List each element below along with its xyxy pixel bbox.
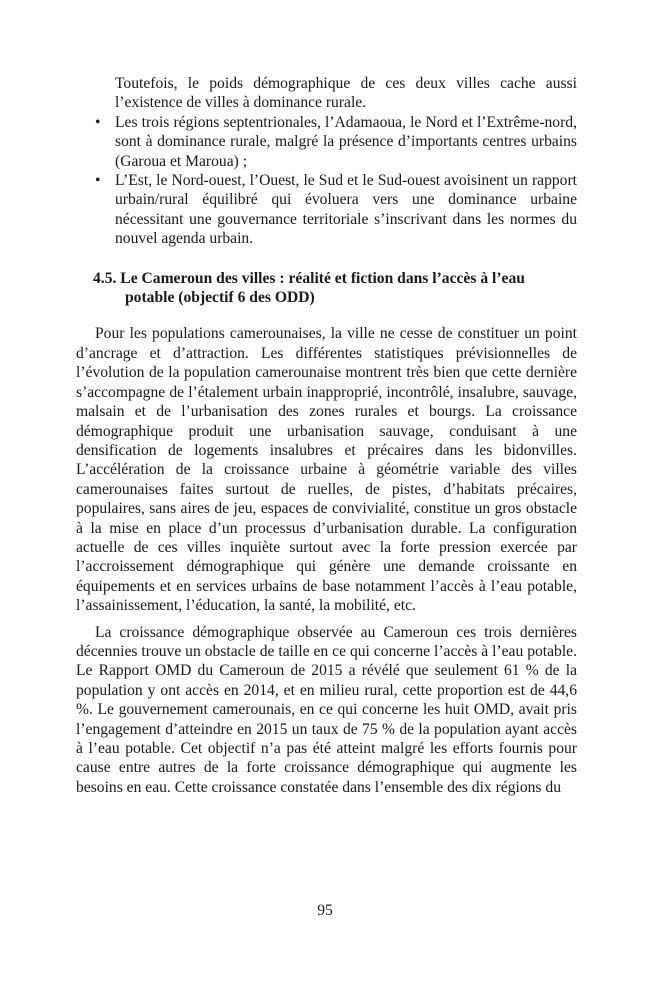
bullet-list — [76, 113, 577, 249]
bullet-item — [76, 171, 577, 249]
section-heading: 4.5. Le Cameroun des villes : réalité et fiction dans l’accès à l’eau potable (objectif 6 des ODD) — [93, 269, 525, 307]
bullet-text: L’Est, le Nord-ouest, l’Ouest, le Sud et le Sud-ouest avoisinent un rapport urbain/rural équilibré qui évoluera vers une dominance urbaine nécessitant une gouvernance territoriale s’inscrivant dans les normes du nouvel agenda urbain. — [115, 172, 577, 248]
bullet-icon: • — [95, 113, 101, 131]
page-body — [76, 74, 577, 797]
bullet-text: Les trois régions septentrionales, l’Adamaoua, le Nord et l’Extrême-nord, sont à dominance rurale, malgré la présence d’importants centres urbains (Garoua et Maroua) ; — [115, 113, 577, 170]
page-number: 95 — [317, 902, 333, 919]
bullet-icon: • — [95, 172, 101, 190]
continuation-text: Toutefois, le poids démographique de ces deux villes cache aussi l’existence de villes à dominance rurale. — [115, 75, 577, 112]
body-paragraph: La croissance démographique observée au Cameroun ces trois dernières décennies trouve un obstacle de taille en ce qui concerne l’accès à l’eau potable. Le Rapport OMD du Cameroun de 2015 a révélé que seulement 61 % de la population y ont accès en 2014, et en milieu rural, cette proportion est de 44,6 %. Le gouvernement camerounais, en ce qui concerne les huit OMD, avait pris l’engagement d’atteindre en 2015 un taux de 75 % de la population ayant accès à l’eau potable. Cet objectif n’a pas été atteint malgré les efforts fournis pour cause entre autres de la forte croissance démographique qui augmente les besoins en eau. Cette croissance constatée dans l’ensemble des dix régions du — [76, 623, 577, 796]
body-paragraph: Pour les populations camerounaises, la ville ne cesse de constituer un point d’ancrage et d’attraction. Les différentes statistiques prévisionnelles de l’évolution de la population camerounaise montrent très bien que cette dernière s’accompagne de l’étalement urbain inapproprié, incontrôlé, insalubre, sauvage, malsain et de l’urbanisation des zones rurales et bourgs. La croissance démographique produit une urbanisation sauvage, conduisant à une densification de logements insalubres et précaires dans les bidonvilles. L’accélération de la croissance urbaine à géométrie variable des villes camerounaises faites surtout de ruelles, de pistes, d’habitats précaires, populaires, sans aires de jeu, espaces de convivialité, constitue un gros obstacle à la mise en place d’un processus d’urbanisation durable. La configuration actuelle de ces villes inquiète surtout avec la forte pression exercée par l’accroissement démographique qui génère une demande croissante en équipements et en services urbains de base notamment l’accès à l’eau potable, l’assainissement, l’éducation, la santé, la mobilité, etc. — [76, 325, 577, 615]
bullet-item — [76, 113, 577, 171]
